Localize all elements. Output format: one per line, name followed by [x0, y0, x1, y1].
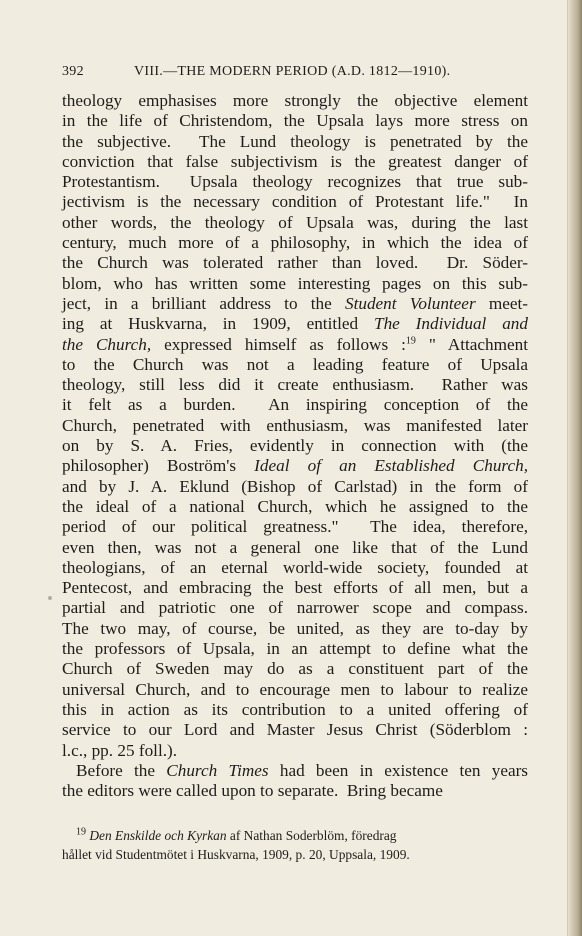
text-line: [62, 395, 528, 415]
italic-text: The Individual and: [374, 314, 528, 334]
line-text: conviction that false subjectivism is the greatest danger of: [62, 151, 528, 171]
line-text: Church, penetrated with enthusiasm, was manifested later: [62, 415, 528, 435]
line-text: and by J. A. Eklund (Bishop of Carlstad) in the form of: [62, 476, 528, 496]
text-line: [62, 639, 528, 659]
text-line: [62, 761, 528, 781]
line-text: philosopher) Boström's: [62, 456, 255, 476]
text-line: [62, 335, 528, 355]
footnote-number: 19: [76, 826, 86, 838]
text-line: [62, 680, 528, 700]
line-text: " Attachment: [415, 334, 529, 354]
text-line: [62, 619, 528, 639]
line-text: l.c., pp. 25 foll.).: [62, 740, 178, 760]
body-text: [62, 91, 528, 801]
text-line: [62, 253, 528, 273]
text-line: [62, 274, 528, 294]
text-line: [62, 294, 528, 314]
line-text: theology emphasises more strongly the objective element: [62, 91, 528, 110]
text-line: [62, 213, 528, 233]
line-text: ject, in a brilliant address to the: [62, 293, 345, 313]
text-line: [62, 517, 528, 537]
line-text: The two may, of course, be united, as they are to-day by: [62, 618, 528, 638]
line-text: Protestantism. Upsala theology recognizes that true sub-: [62, 172, 528, 192]
margin-mark: [48, 596, 52, 600]
text-line: [62, 91, 528, 111]
italic-text: Church Times: [166, 760, 269, 780]
running-head: VIII.—THE MODERN PERIOD (A.D. 1812—1910).: [134, 64, 451, 79]
italic-text: Ideal of an Established Church,: [254, 456, 528, 476]
line-text: blom, who has written some interesting pages on this sub-: [62, 273, 528, 293]
line-text: in the life of Christendom, the Upsala lays more stress on: [62, 111, 528, 131]
line-text: the Church was tolerated rather than loved. Dr. Söder-: [62, 253, 528, 273]
text-line: [62, 436, 528, 456]
text-line: [62, 375, 528, 395]
line-text: other words, the theology of Upsala was, during the last: [62, 212, 528, 232]
text-line: [62, 456, 528, 476]
text-line: [62, 741, 528, 761]
text-line: [62, 497, 528, 517]
line-text: the professors of Upsala, in an attempt to define what the: [62, 639, 528, 659]
line-text: meet-: [475, 293, 528, 313]
line-text: Church of Sweden may do as a constituent part of the: [62, 659, 528, 679]
footnote-line-1: [62, 826, 528, 845]
line-text: partial and patriotic one of narrower scope and compass.: [62, 598, 528, 618]
line-text: universal Church, and to encourage men to labour to realize: [62, 679, 528, 699]
text-line: [62, 416, 528, 436]
footnote-line-2: hållet vid Studentmötet i Huskvarna, 1909, p. 20, Uppsala, 1909.: [62, 847, 410, 862]
text-line: [62, 659, 528, 679]
text-line: [62, 538, 528, 558]
text-line: [62, 314, 528, 334]
line-text: theologians, of an eternal world-wide society, founded at: [62, 557, 528, 577]
text-line: [62, 720, 528, 740]
italic-text: Student Volunteer: [344, 293, 476, 313]
text-line: [62, 558, 528, 578]
text-line: [62, 192, 528, 212]
text-line: [62, 700, 528, 720]
line-text: jectivism is the necessary condition of Protestant life." In: [62, 192, 528, 212]
italic-text: the Church,: [62, 334, 152, 354]
text-line: [62, 781, 528, 801]
line-text: expressed himself as follows :: [151, 334, 406, 354]
page-number: 392: [62, 64, 84, 79]
text-line: [62, 355, 528, 375]
footnote-reference: 19: [405, 334, 416, 346]
text-line: [62, 578, 528, 598]
line-text: Before the: [76, 760, 167, 780]
text-line: [62, 598, 528, 618]
line-text: it felt as a burden. An inspiring conception of the: [62, 395, 528, 415]
text-line: [62, 111, 528, 131]
line-text: had been in existence ten years: [268, 760, 528, 780]
footnote-title: Den Enskilde och Kyrkan: [89, 828, 227, 843]
page-edge-shadow: [568, 0, 582, 936]
line-text: ing at Huskvarna, in 1909, entitled: [62, 314, 375, 334]
text-line: [62, 132, 528, 152]
line-text: the ideal of a national Church, which he assigned to the: [62, 496, 528, 516]
line-text: period of our political greatness." The idea, therefore,: [62, 517, 528, 537]
text-line: [62, 172, 528, 192]
footnote: [62, 826, 528, 864]
footnote-text-1: af Nathan Soderblöm, föredrag: [226, 828, 397, 843]
line-text: this in action as its contribution to a united offering of: [62, 699, 528, 719]
text-line: [62, 233, 528, 253]
line-text: service to our Lord and Master Jesus Christ (Söderblom :: [62, 720, 528, 740]
line-text: on by S. A. Fries, evidently in connection with (the: [62, 436, 528, 456]
line-text: to the Church was not a leading feature of Upsala: [62, 354, 528, 374]
line-text: Pentecost, and embracing the best efforts of all men, but a: [62, 578, 528, 598]
line-text: theology, still less did it create enthusiasm. Rather was: [62, 375, 528, 395]
line-text: century, much more of a philosophy, in which the idea of: [62, 233, 528, 253]
line-text: even then, was not a general one like that of the Lund: [62, 537, 528, 557]
line-text: the subjective. The Lund theology is penetrated by the: [62, 131, 528, 151]
line-text: the editors were called upon to separate. Bring became: [62, 781, 443, 801]
text-line: [62, 152, 528, 172]
text-line: [62, 477, 528, 497]
